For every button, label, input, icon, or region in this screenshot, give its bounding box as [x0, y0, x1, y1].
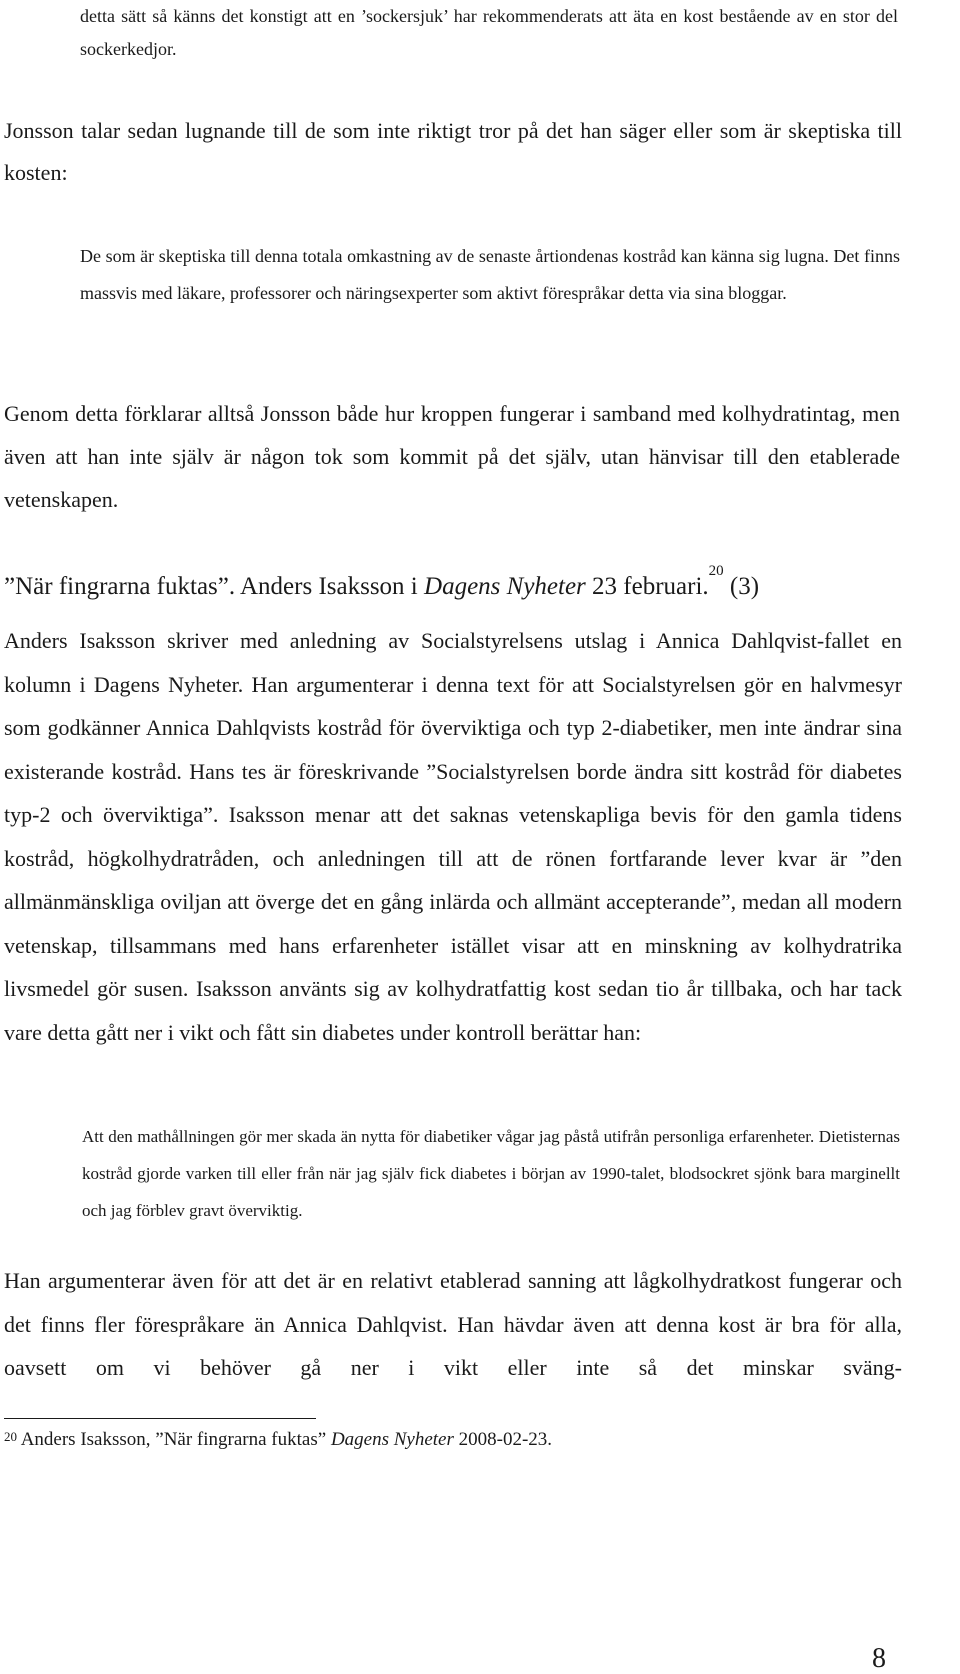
heading-title: ”När fingrarna fuktas”. Anders Isaksson i — [4, 573, 425, 600]
heading-date: 23 februari. — [585, 573, 709, 600]
paragraph-continuation: Han argumenterar även för att det är en relativt etablerad sanning att lågkolhydratkost fungerar och det finns fler förespråkare än Annica Dahlqvist. Han hävdar även att denna kost är bra för alla, oavsett om vi behöver gå ner i vikt eller inte så det minskar sväng- — [4, 1268, 902, 1380]
footnote-text-after: 2008-02-23. — [453, 1429, 553, 1450]
section-heading — [4, 563, 904, 607]
footnote-reference[interactable]: 20 — [708, 563, 724, 579]
footnote — [4, 1427, 904, 1454]
paragraph-analysis: Genom detta förklarar alltså Jonsson både hur kroppen fungerar i samband med kolhydratintag, men även att han inte själv är någon tok som kommit på det själv, utan hänvisar till den etablerade vetenskapen. — [4, 401, 900, 512]
blockquote-isaksson: Att den mathållningen gör mer skada än nytta för diabetiker vågar jag påstå utifrån personliga erfarenheter. Dietisternas kostråd gjorde varken till eller från när jag själv fick diabetes i början av 1990-talet, blodsockret sjönk bara marginellt och jag förblev gravt överviktig. — [82, 1127, 900, 1220]
page-number: 8 — [872, 1643, 886, 1674]
blockquote-jonsson: De som är skeptiska till denna totala omkastning av de senaste årtiondenas kostråd kan känna sig lugna. Det finns massvis med läkare, professorer och näringsexperter som aktivt förespråkar detta via sina bloggar. — [80, 246, 900, 303]
paragraph-intro-quote: Jonsson talar sedan lugnande till de som inte riktigt tror på det han säger eller som är skeptiska till kosten: — [4, 118, 902, 185]
paragraph-fragment: detta sätt så känns det konstigt att en ’sockersjuk’ har rekommenderats att äta en kost bestående av en stor del sockerkedjor. — [80, 6, 898, 59]
footnote-text-before: Anders Isaksson, ”När fingrarna fuktas” — [17, 1429, 331, 1450]
heading-number: (3) — [723, 573, 760, 600]
footnote-divider — [4, 1418, 316, 1419]
footnote-publication: Dagens Nyheter — [330, 1429, 454, 1450]
heading-publication: Dagens Nyheter — [424, 573, 586, 600]
paragraph-isaksson: Anders Isaksson skriver med anledning av Socialstyrelsens utslag i Annica Dahlqvist-fallet en kolumn i Dagens Nyheter. Han argumenterar i denna text för att Socialstyrelsen gör en halvmesyr som godkänner Annica Dahlqvists kostråd för överviktiga och typ 2-diabetiker, men inte ändrar sina existerande kostråd. Hans tes är föreskrivande ”Socialstyrelsen borde ändra sitt kostråd för diabetes typ-2 och överviktiga”. Isaksson menar att det saknas vetenskapliga bevis för den gamla tidens kostråd, högkolhydratråden, och anledningen till att de rönen fortfarande lever kvar är ”den allmänmänskliga oviljan att överge det en gång inlärda och allmänt accepterande”, medan all modern vetenskap, tillsammans med hans erfarenheter istället visar att en minskning av kolhydratrika livsmedel gör susen. Isaksson använts sig av kolhydratfattig kost sedan tio år tillbaka, och har tack vare detta gått ner i vikt och fått sin diabetes under kontroll berättar han: — [4, 628, 902, 1045]
footnote-number: 20 — [4, 1429, 17, 1444]
